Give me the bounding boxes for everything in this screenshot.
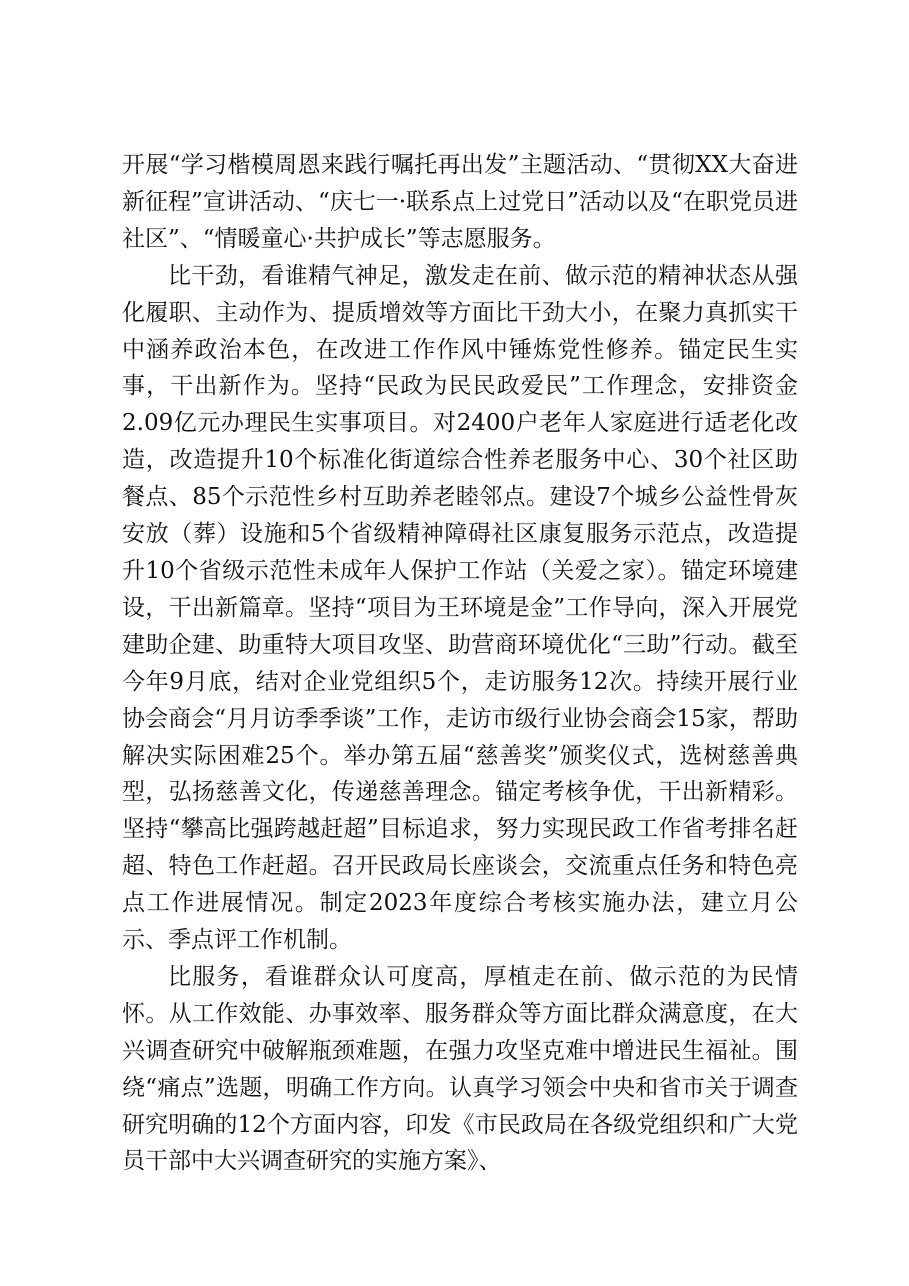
paragraph-2: 比干劲，看谁精气神足，激发走在前、做示范的精神状态从强化履职、主动作为、提质增效等方面比干劲大小，在聚力真抓实干中涵养政治本色，在改进工作作风中锤炼党性修养。锚定民生实事，干出新作为。坚持“民政为民民政爱民”工作理念，安排资金2.09亿元办理民生实事项目。对2400户老年人家庭进行适老化改造，改造提升10个标准化街道综合性养老服务中心、30个社区助餐点、85个示范性乡村互助养老睦邻点。建设7个城乡公益性骨灰安放（葬）设施和5个省级精神障碍社区康复服务示范点，改造提升10个省级示范性未成年人保护工作站（关爱之家）。锚定环境建设，干出新篇章。坚持“项目为王环境是金”工作导向，深入开展党建助企建、助重特大项目攻坚、助营商环境优化“三助”行动。截至今年9月底，结对企业党组织5个，走访服务12次。持续开展行业协会商会“月月访季季谈”工作，走访市级行业协会商会15家，帮助解决实际困难25个。举办第五届“慈善奖”颁奖仪式，选树慈善典型，弘扬慈善文化，传递慈善理念。锚定考核争优，干出新精彩。坚持“攀高比强跨越赶超”目标追求，努力实现民政工作省考排名赶超、特色工作赶超。召开民政局长座谈会，交流重点任务和特色亮点工作进展情况。制定2023年度综合考核实施办法，建立月公示、季点评工作机制。 bbox=[122, 262, 798, 954]
document-body bbox=[122, 147, 798, 1180]
paragraph-3: 比服务，看谁群众认可度高，厚植走在前、做示范的为民情怀。从工作效能、办事效率、服务群众等方面比群众满意度，在大兴调查研究中破解瓶颈难题，在强力攻坚克难中增进民生福祉。围绕“痛点”选题，明确工作方向。认真学习领会中央和省市关于调查研究明确的12个方面内容，印发《市民政局在各级党组织和广大党员干部中大兴调查研究的实施方案》、 bbox=[122, 963, 798, 1175]
paragraph-1: 开展“学习楷模周恩来践行嘱托再出发”主题活动、“贯彻XX大奋进新征程”宣讲活动、“庆七一·联系点上过党日”活动以及“在职党员进社区”、“情暖童心·共护成长”等志愿服务。 bbox=[122, 152, 798, 252]
